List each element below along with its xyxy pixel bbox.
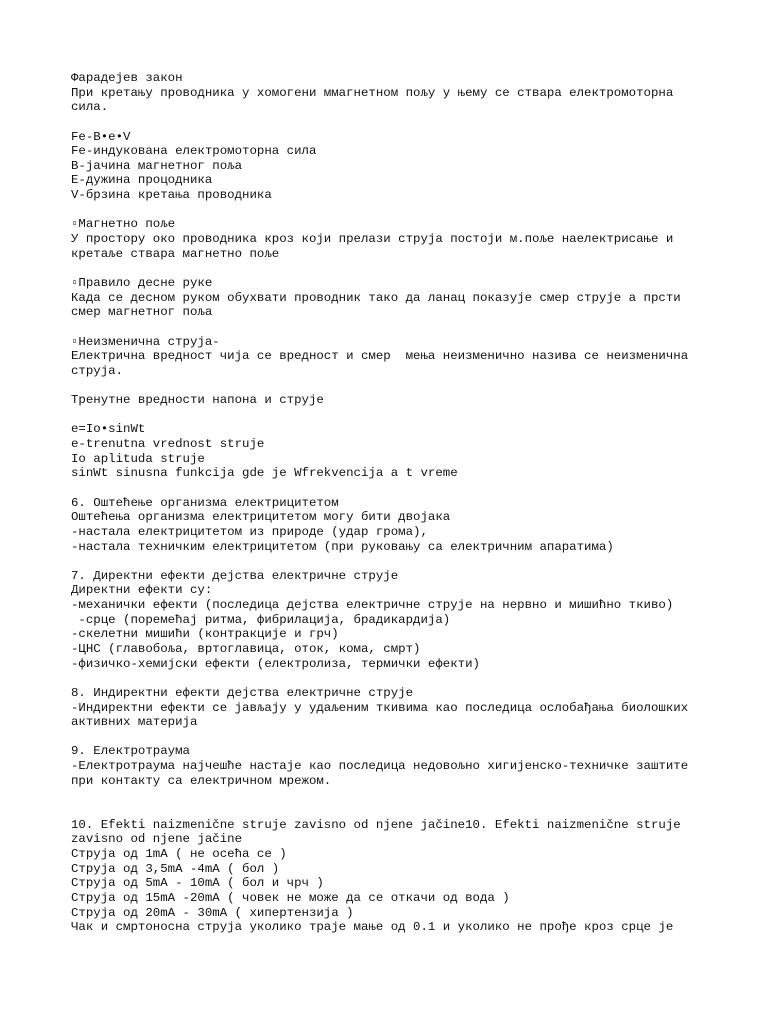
text-line: 7. Директни ефекти дејства електричне струје <box>71 568 399 583</box>
text-line: e=Io•sinWt <box>71 422 146 437</box>
text-line: Оштећења организма електрицитетом могу бити двојака <box>71 510 451 525</box>
text-line: 9. Електротраума <box>71 744 190 759</box>
blank-line <box>71 481 731 496</box>
text-line: Fe-B•e•V <box>71 129 131 144</box>
text-line: Фарадејев закон <box>71 71 183 85</box>
text-line: Директни ефекти су: <box>71 583 213 598</box>
text-line: sinWt sinusna funkcija gde je Wfrekvencija a t vreme <box>71 466 458 481</box>
blank-line <box>71 554 731 569</box>
blank-line <box>71 671 731 686</box>
text-line: При кретању проводника у хомогени ммагнетном пољу у њему се ствара електромоторна <box>71 85 674 100</box>
blank-line <box>71 788 731 803</box>
blank-line <box>71 408 731 423</box>
text-line: -настала техничким електрицитетом (при руковању са електричним апаратима) <box>71 539 614 554</box>
text-line: -срце (поремећај ритма, фибрилација, брадикардија) <box>71 612 451 627</box>
text-line: -ЦНС (главобоља, вртоглавица, оток, кома, смрт) <box>71 641 421 656</box>
document-page <box>71 71 731 935</box>
text-line: 6. Оштећење организма електрицитетом <box>71 495 339 510</box>
text-line: Fe-индукована електромоторна сила <box>71 144 317 159</box>
text-line: -Електротраума најчешће настаје као последица недовољно хигијенско-техничке заштите <box>71 759 689 774</box>
text-line: активних материја <box>71 715 198 730</box>
blank-line <box>71 261 731 276</box>
text-line: e-trenutna vrednost struje <box>71 437 265 452</box>
text-line: Електрична вредност чија се вредност и смер мења неизменично назива се неизменична <box>71 349 689 364</box>
text-line: -физичко-хемијски ефекти (електролиза, термички ефекти) <box>71 656 480 671</box>
text-line: 8. Индиректни ефекти дејства електричне струје <box>71 685 414 700</box>
text-line: -механички ефекти (последица дејства електричне струје на нервно и мишићно ткиво) <box>71 598 674 613</box>
text-line: -скелетни мишићи (контракције и грч) <box>71 627 339 642</box>
text-line: Тренутне вредности напона и струје <box>71 393 324 408</box>
text-line: Струја од 20mA - 30mA ( хипертензија ) <box>71 905 354 920</box>
text-line: Када се десном руком обухвати проводник тако да ланац показује смер струје а прсти <box>71 290 681 305</box>
text-line: Io aplituda struje <box>71 451 205 466</box>
text-line: 10. Efekti naizmenične struje zavisno od njene jačine10. Efekti naizmenične struje <box>71 817 681 832</box>
blank-line <box>71 730 731 745</box>
text-line: E-дужина процодника <box>71 173 213 188</box>
blank-line <box>71 803 731 818</box>
text-line: B-јачина магнетног поља <box>71 158 243 173</box>
text-line: при контакту са електричном мрежом. <box>71 773 332 788</box>
text-line: Струја од 5mA - 10mA ( бол и чрч ) <box>71 876 324 891</box>
text-line: Струја од 1mA ( не осећа се ) <box>71 846 287 861</box>
text-line: смер магнетног поља <box>71 305 213 320</box>
text-line: струја. <box>71 363 124 378</box>
blank-line <box>71 320 731 335</box>
text-line: Чак и смртоносна струја уколико траје мање од 0.1 и уколико не прође кроз срце је <box>71 920 674 935</box>
blank-line <box>71 115 731 130</box>
text-line: Струја од 3,5mA -4mA ( бол ) <box>71 861 280 876</box>
text-line: кретаље ствара магнетно поље <box>71 246 280 261</box>
text-line: Струја од 15mA -20mA ( човек не може да се откачи од вода ) <box>71 890 510 905</box>
text-line: У простору око проводника кроз који прелази струја постоји м.поље наелектрисање и <box>71 232 674 247</box>
text-line: ▫Магнетно поље <box>71 217 176 232</box>
blank-line <box>71 378 731 393</box>
text-line: zavisno od njene jačine <box>71 832 243 847</box>
text-line: ▫Правило десне руке <box>71 275 213 290</box>
text-line: -Индиректни ефекти се јављају у удаљеним ткивима као последица ослобађања биолошких <box>71 700 689 715</box>
text-line: V-брзина кретања проводника <box>71 188 272 203</box>
text-line: сила. <box>71 100 109 115</box>
document-body <box>71 71 731 935</box>
text-line: -настала електрицитетом из природе (удар грома), <box>71 524 428 539</box>
blank-line <box>71 203 731 218</box>
text-line: ▫Неизменична струја- <box>71 334 220 349</box>
